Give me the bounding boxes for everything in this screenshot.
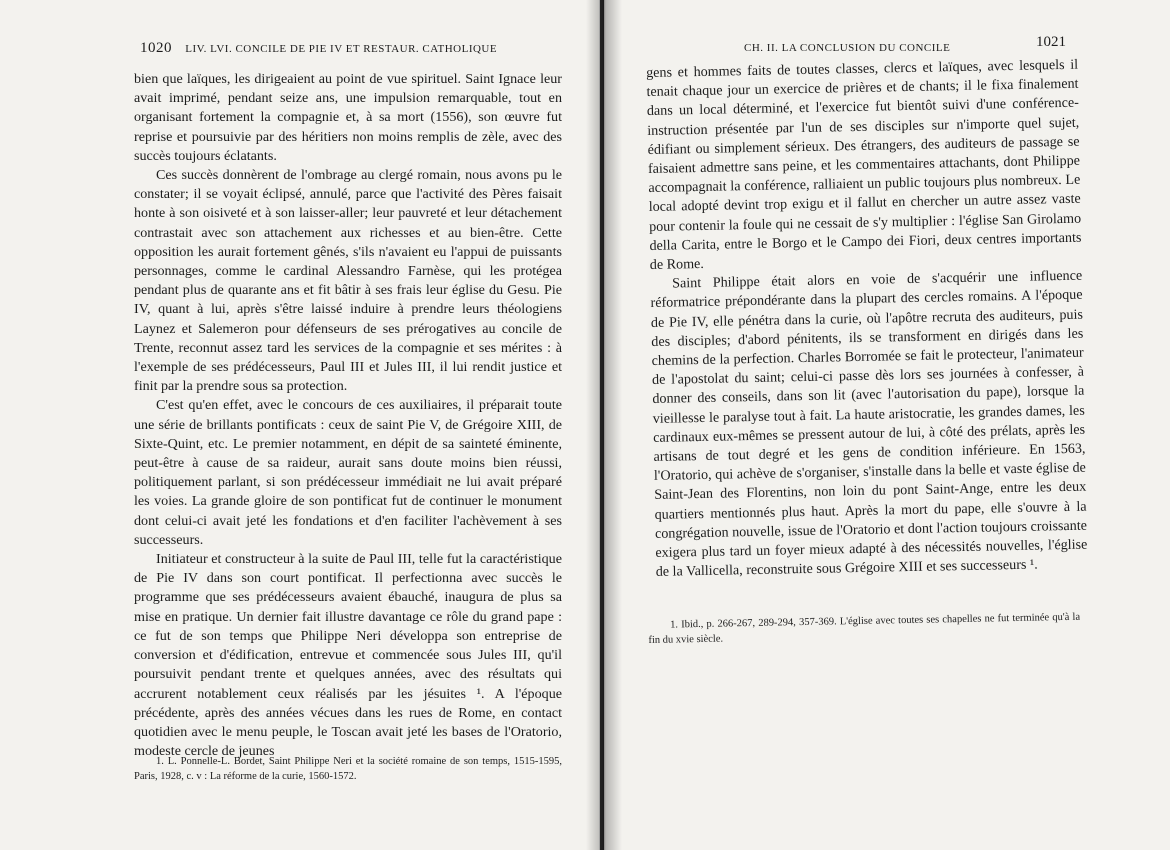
left-body-text [134, 70, 562, 761]
right-running-head-title: CH. II. LA CONCLUSION DU CONCILE [744, 42, 951, 54]
right-page-number: 1021 [1036, 34, 1066, 50]
left-footnote-text: 1. L. Ponnelle-L. Bordet, Saint Philippe Neri et la société romaine de son temps, 1515-1595, Paris, 1928, c. v : La réforme de la curie, 1560-1572. [134, 756, 562, 782]
left-footnote [134, 754, 562, 784]
right-paragraph: Saint Philippe était alors en voie de s'acquérir une influence réformatrice prépondérante dans la plupart des cercles romains. A l'époque de Pie IV, elle pénétra dans la curie, où l'apôtre recruta des auditeurs, puis des disciples; d'abord pénitents, ils se transforment en dirigés dans les chemins de la perfection. Charles Borromée se fait le protecteur, l'animateur de l'apostolat du saint; celui-ci passe dès lors ses journées à confesser, à donner des conseils, dans son lit (avec l'autorisation du pape), lorsque la vieillesse le paralyse tout à fait. La haute aristocratie, les grandes dames, les cardinaux eux-mêmes se pressent autour de lui, à côté des prélats, après les artisans de tout degré et les gens de condition inférieure. En 1563, l'Oratorio, qui achève de s'organiser, s'installe dans la belle et vaste église de Saint-Jean des Florentins, non loin du pont Saint-Ange, entre les deux quartiers mentionnés plus haut. Après la mort du pape, elle s'ouvre à la congrégation nouvelle, issue de l'Oratorio et dont l'action toujours croissante exigera plus tard un foyer mieux adapté à des nécessités nouvelles, l'église de la Vallicella, reconstruite sous Grégoire XIII et ses successeurs ¹. [650, 267, 1088, 581]
right-footnote [648, 610, 1080, 648]
left-paragraph: bien que laïques, les dirigeaient au point de vue spirituel. Saint Ignace leur avait imprimé, pendant seize ans, une impulsion remarquable, tout en organisant fortement la compagnie et, à sa mort (1556), son œuvre fut reprise et poursuivie par des héritiers non moins remplis de zèle, avec des succès toujours éclatants. [134, 71, 562, 164]
right-footnote-text: 1. Ibid., p. 266-267, 289-294, 357-369. L'église avec toutes ses chapelles ne fut terminée qu'à la fin du xvie siècle. [648, 611, 1081, 646]
left-paragraph: Initiateur et constructeur à la suite de Paul III, telle fut la caractéristique de Pie IV dans son court pontificat. Il perfectionna avec succès le programme que ses prédécesseurs avaient ébauché, inaugura de plus sa mise en pratique. Un dernier fait illustre davantage ce rôle du grand pape : ce fut de son temps que Philippe Neri développa son entreprise de conversion et d'édification, entrevue et commencée sous Jules III, qu'il poursuivit pendant trente et quelques années, avec des résultats qui accrurent notablement ceux réalisés par les jésuites ¹. A l'époque précédente, après des années vécues dans les rues de Rome, en contact quotidien avec le menu peuple, le Toscan avait jeté les bases de l'Oratorio, modeste cercle de jeunes [134, 551, 562, 760]
right-body-text [646, 56, 1088, 583]
left-page-number: 1020 [140, 40, 172, 56]
left-running-head-title: LIV. LVI. CONCILE DE PIE IV ET RESTAUR. CATHOLIQUE [185, 43, 498, 55]
right-paragraph: gens et hommes faits de toutes classes, clercs et laïques, avec lesquels il tenait chaque jour un exercice de prières et de chants; il le fixa finalement dans un local déterminé, et l'exercice fut bientôt suivi d'une conférence-instruction présentée par l'un de ses disciples sur n'importe quel sujet, édifiant ou simplement sérieux. Des étrangers, des auditeurs de passage se faisaient admettre sans peine, et les commentaires attachants, dont Philippe accompagnait la conférence, ralliaient un public toujours plus nombreux. Le local adopté devint trop exigu et il fallut en chercher un autre assez vaste pour contenir la foule qui ne cessait de s'y multiplier : l'église San Girolamo della Carita, entre le Borgo et le Campo dei Fiori, deux centres importants de Rome. [646, 56, 1082, 273]
right-page [604, 0, 1170, 850]
left-paragraph: C'est qu'en effet, avec le concours de ces auxiliaires, il préparait toute une série de brillants pontificats : ceux de saint Pie V, de Grégoire XIII, de Sixte-Quint, etc. Le premier notamment, en dépit de sa sainteté éminente, peut-être à cause de sa raideur, aurait sans doute moins bien réussi, politiquement parlant, si son prédécesseur immédiait ne lui avait préparé les voies. La grande gloire de son pontificat fut de continuer le monument dont celui-ci avait jeté les fondations et d'en faciliter l'achèvement à ses successeurs. [134, 397, 562, 548]
left-paragraph: Ces succès donnèrent de l'ombrage au clergé romain, nous avons pu le constater; il se voyait éclipsé, annulé, parce que l'activité des Pères faisait honte à son oisiveté et à son laisser-aller; leur pauvreté et leur détachement contrastait avec son attachement aux richesses et au bien-être. Cette opposition les aurait fortement gênés, s'ils n'avaient eu l'appui de puissants personnages, comme le cardinal Alessandro Farnèse, qui les protégea pendant plus de quarante ans et fit bâtir à ses frais leur église du Gesu. Pie IV, quant à lui, après s'être laissé induire à prendre leurs théologiens Laynez et Salemeron pour défenseurs de ses prérogatives au concile de Trente, reconnut assez tard les services de la compagnie et ses mérites : à l'exemple de ses prédécesseurs, Paul III et Jules III, il lui rendit justice et finit par la prendre sous sa protection. [134, 167, 562, 395]
left-running-head [140, 40, 497, 57]
